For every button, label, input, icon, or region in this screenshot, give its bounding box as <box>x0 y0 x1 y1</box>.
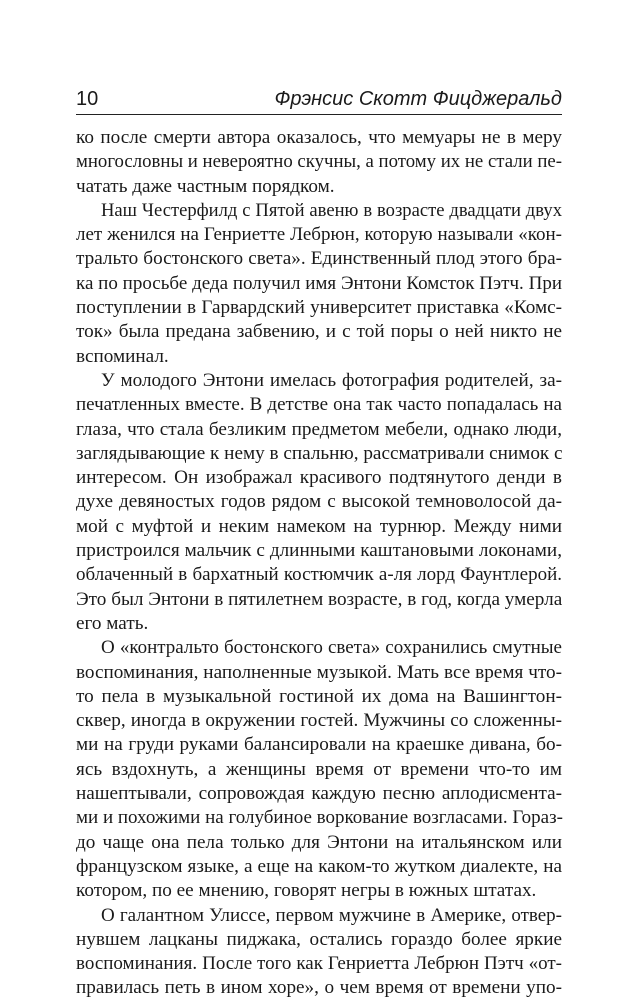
running-header <box>76 86 562 115</box>
text-line: нашептывали, сопровождая каждую песню аплодисмента- <box>76 783 562 805</box>
text-line: Это был Энтони в пятилетнем возрасте, в год, когда умерла <box>76 588 563 610</box>
text-line: О галантном Улиссе, первом мужчине в Америке, отвер- <box>101 904 562 926</box>
text-line: облаченный в бархатный костюмчик а-ля лорд Фаунтлерой. <box>76 564 562 586</box>
text-line: печатленных вместе. В детстве она так часто попадалась на <box>76 394 562 416</box>
text-line: то пела в музыкальной гостиной их дома на Вашингтон- <box>76 685 562 707</box>
text-line: ми на груди руками балансировали на краешке дивана, бо- <box>76 734 562 756</box>
text-line: многословны и невероятно скучны, а потому их не стали пе- <box>76 151 562 173</box>
text-line: ко после смерти автора оказалось, что мемуары не в меру <box>76 127 562 148</box>
text-line: тральто бостонского света». Единственный плод этого бра- <box>76 248 562 270</box>
running-head-author: Фрэнсис Скотт Фицджеральд <box>274 88 562 110</box>
text-line: глаза, что стала безликим предметом мебели, однако люди, <box>76 418 562 440</box>
page-number: 10 <box>76 88 99 110</box>
text-line: Наш Честерфилд с Пятой авеню в возрасте двадцати двух <box>101 199 562 221</box>
text-line: до чаще она пела только для Энтони на итальянском или <box>76 831 562 853</box>
text-line: сквер, иногда в окружении гостей. Мужчины со сложенны- <box>76 710 562 732</box>
text-line: французском языке, а еще на каком-то жутком диалекте, на <box>76 855 562 877</box>
text-line: правилась петь в ином хоре», о чем время от времени упо- <box>76 977 562 999</box>
text-line: духе девяностых годов рядом с высокой темноволосой да- <box>76 491 562 513</box>
text-line: поступлении в Гарвардский университет приставка «Комс- <box>76 297 562 319</box>
text-line: ясь вздохнуть, а женщины время от времени что-то им <box>76 758 562 780</box>
body-text <box>76 126 562 1001</box>
text-line: интересом. Он изображал красивого подтянутого денди в <box>76 467 562 489</box>
text-line: мой с муфтой и неким намеком на турнюр. Между ними <box>76 515 562 537</box>
text-line: чатать даже частным порядком. <box>76 175 335 197</box>
text-line: нувшем лацканы пиджака, остались гораздо более яркие <box>76 928 562 950</box>
text-line: лет женился на Генриетте Лебрюн, которую называли «кон- <box>76 224 562 246</box>
text-line: пристроился мальчик с длинными каштановыми локонами, <box>76 540 562 562</box>
text-line: ка по просьбе деда получил имя Энтони Комсток Пэтч. При <box>76 272 562 294</box>
text-line: вспоминал. <box>76 345 169 367</box>
text-line: воспоминания. После того как Генриетта Лебрюн Пэтч «от- <box>76 953 562 975</box>
text-line: У молодого Энтони имелась фотография родителей, за- <box>101 369 562 391</box>
text-line: ми и похожими на голубиное воркование возгласами. Гораз- <box>76 807 563 829</box>
text-line: его мать. <box>76 612 149 634</box>
text-line: заглядывающие к нему в спальню, рассматривали снимок с <box>76 442 563 464</box>
text-line: котором, по ее мнению, говорят негры в южных штатах. <box>76 880 537 902</box>
text-line: воспоминания, наполненные музыкой. Мать все время что- <box>76 661 562 683</box>
text-line: О «контральто бостонского света» сохранились смутные <box>101 637 562 659</box>
text-line: ток» была предана забвению, и с той поры о ней никто не <box>76 321 562 343</box>
